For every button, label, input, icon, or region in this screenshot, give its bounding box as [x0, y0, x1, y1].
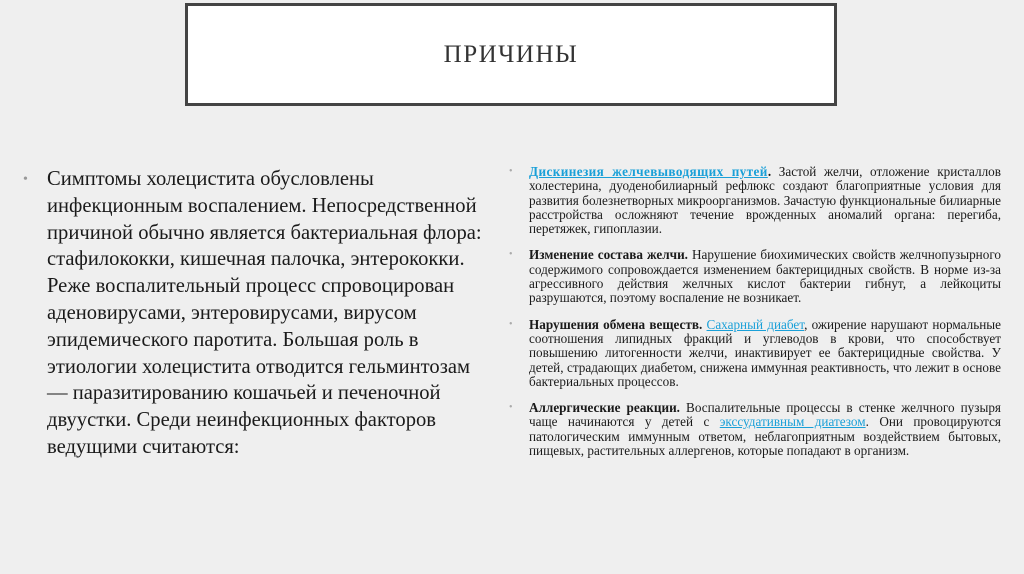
- title-box: [185, 3, 837, 106]
- bullet-icon: •: [509, 249, 513, 261]
- bullet-icon: •: [509, 166, 513, 177]
- right-column: [509, 165, 1002, 470]
- item-body: . Они провоцируются патологическим иммунным ответом, неблагоприятным воздействием бытовых, пищевых, растительных аллергенов, которые попадают в организм.: [529, 414, 1001, 459]
- list-item-text: [529, 318, 1001, 389]
- slide-title: ПРИЧИНЫ: [443, 40, 579, 68]
- left-paragraph: Симптомы холецистита обусловлены инфекционным воспалением. Непосредственной причиной обычно является бактериальная флора: стафилококки, кишечная палочка, энтерококки. Реже воспалительный процесс спровоцирован аденовирусами, энтеровирусами, вирусом эпидемического паротита. Большая роль в этиологии холецистита отводится гельминтозам — паразитированию кошачьей и печеночной двуустки. Среди неинфекционных факторов ведущими считаются:: [47, 168, 482, 458]
- list-item-text: [529, 248, 1001, 305]
- link-exudative-diathesis[interactable]: экссудативным диатезом: [719, 414, 866, 430]
- item-pre: Воспалительные процессы в стенке желчного пузыря чаще начинаются у детей с: [529, 400, 1001, 430]
- bullet-icon: •: [509, 318, 513, 330]
- list-item-text: [529, 165, 1001, 236]
- item-heading: Изменение состава желчи.: [529, 247, 688, 263]
- item-body: Застой желчи, отложение кристаллов холестерина, дуоденобилиарный рефлюкс создают благоприятные условия для развития болезнетворных микроорганизмов. Зачастую функциональные билиарные расстройства осложняют течение врожденных аномалий органа: перегиба, перетяжек, гипоплазии.: [529, 164, 1001, 237]
- list-item-allergy: [509, 401, 1002, 458]
- link-period: .: [767, 164, 772, 179]
- bullet-icon: •: [23, 172, 28, 187]
- list-item-dyskinesia: [509, 165, 1002, 236]
- list-item-bile-composition: [509, 248, 1002, 305]
- item-heading: Нарушения обмена веществ.: [529, 316, 703, 332]
- left-bullet-item: [20, 166, 490, 461]
- list-item-text: [529, 401, 1001, 458]
- list-item-metabolism: [509, 318, 1002, 389]
- link-diabetes[interactable]: Сахарный диабет: [706, 316, 805, 332]
- item-body: Нарушение биохимических свойств желчнопузырного содержимого сопровождается изменением бактерицидных свойств. В норме из-за агрессивного действия желчных кислот бактерии гибнут, а лейкоциты разрушаются, поэтому воспаление не возникает.: [529, 247, 1001, 306]
- bullet-icon: •: [509, 402, 513, 414]
- link-dyskinesia[interactable]: Дискинезия желчевыводящих путей: [529, 164, 768, 179]
- item-heading: Аллергические реакции.: [529, 400, 680, 416]
- left-column: [20, 166, 490, 461]
- item-body: , ожирение нарушают нормальные соотношения липидных фракций и углеводов в крови, что способствует повышению литогенности желчи, инактивирует ее бактерицидные свойства. У детей, страдающих диабетом, снижена иммунная реактивность, что лежит в основе бактериальных процессов.: [529, 316, 1001, 389]
